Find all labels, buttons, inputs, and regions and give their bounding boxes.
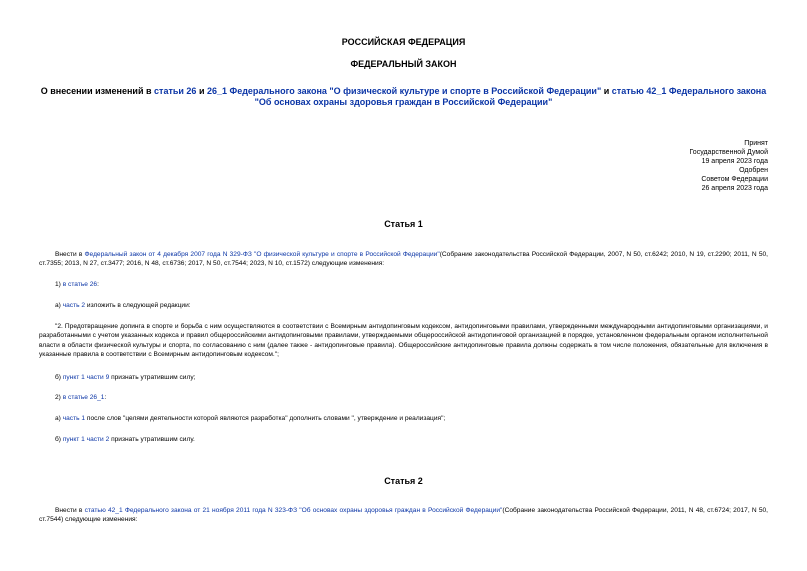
- title-link-health-law[interactable]: "Об основах охраны здоровья граждан в Российской Федерации": [254, 97, 553, 107]
- a2-intro-pre: Внести в: [55, 507, 85, 514]
- item-2a-text: после слов "целями деятельности которой являются разработка" дополнить словами ", утверждение и реализация";: [85, 415, 446, 422]
- intro-text-post: (Собрание законодательства Российской Федерации, 2007, N 50, ст.6242; 2010, N 19, ст.2290; 2011, N 50, ст.7355; 2013, N 27, ст.3477; 2016, N 48, ст.6736; 2017, N 50, ст.7544; 2023, N 10, ст.1572) следующие изменения:: [39, 251, 768, 268]
- quoted-new-wording: "2. Предотвращение допинга в спорте и борьба с ним осуществляются в соответствии с Всемирным антидопинговым кодексом, антидопинговыми правилами, утвержденными международными антидопинговыми организациями, и разработанными с учетом указанных кодекса и правил общероссийскими антидопинговыми правилами, утверждаемыми общероссийской антидопинговой организацией в порядке, установленном федеральным органом исполнительной власти в области физической культуры и спорта, по согласованию с ним (далее также - антидопинговые правила). Общероссийские антидопинговые правила должны содержать в том числе положения, обязательные для включения в указанные правила в соответствии с Всемирным антидопинговым кодексом.";: [39, 323, 768, 359]
- adopted-by-duma: Государственной Думой: [689, 149, 768, 156]
- item-2a-letter: а): [55, 415, 63, 422]
- item-1a: [55, 301, 191, 310]
- title-text-mid2: и: [601, 86, 612, 96]
- link-part-2[interactable]: часть 2: [62, 302, 86, 309]
- a2-intro-post: (Собрание законодательства Российской Федерации, 2011, N 48, ст.6724; 2017, N 50, ст.7544) следующие изменения:: [39, 507, 768, 524]
- item-1b-text: признать утратившим силу;: [109, 374, 196, 381]
- approved-by-council: Советом Федерации: [701, 176, 768, 183]
- article-1-intro: [39, 250, 768, 269]
- adoption-block: [568, 139, 768, 193]
- title-link-article-26[interactable]: статьи 26: [154, 86, 197, 96]
- item-1b-letter: б): [55, 374, 63, 381]
- item-2a: [55, 414, 445, 423]
- link-article-26[interactable]: в статье 26: [62, 281, 98, 288]
- article-2-intro: [39, 506, 768, 525]
- link-article-42-1[interactable]: статью 42_1 Федерального закона от 21 ноября 2011 года N 323-ФЗ "Об основах охраны здоровья граждан в Российской Федерации": [84, 507, 503, 514]
- item-2-number: 2): [55, 394, 63, 401]
- title-link-article-42-1[interactable]: статью 42_1 Федерального закона: [611, 86, 767, 96]
- item-1a-text: изложить в следующей редакции:: [85, 302, 191, 309]
- link-law-329[interactable]: Федеральный закон от 4 декабря 2007 года N 329-ФЗ "О физической культуре и спорте в Российской Федерации": [84, 251, 440, 258]
- item-2b: [55, 435, 195, 444]
- item-2: [55, 393, 106, 402]
- item-2b-letter: б): [55, 436, 63, 443]
- item-1b: [55, 373, 195, 382]
- title-link-article-26-1[interactable]: 26_1 Федерального закона "О физической культуре и спорте в Российской Федерации": [206, 86, 602, 96]
- law-title: [0, 86, 807, 108]
- article-2-heading: Статья 2: [384, 476, 423, 486]
- council-date: 26 апреля 2023 года: [701, 185, 768, 192]
- item-1-colon: :: [97, 281, 99, 288]
- item-2-colon: :: [104, 394, 107, 401]
- item-2b-text: признать утратившим силу.: [109, 436, 195, 443]
- link-part-1[interactable]: часть 1: [62, 415, 86, 422]
- title-text-pre: О внесении изменений в: [40, 86, 155, 96]
- country-heading: РОССИЙСКАЯ ФЕДЕРАЦИЯ: [341, 37, 466, 47]
- article-1-heading: Статья 1: [384, 219, 423, 229]
- law-type-heading: ФЕДЕРАЛЬНЫЙ ЗАКОН: [350, 59, 457, 69]
- title-text-mid1: и: [196, 86, 207, 96]
- link-article-26-1[interactable]: в статье 26_1: [62, 394, 105, 401]
- item-1-number: 1): [55, 281, 63, 288]
- link-point-1-part-9[interactable]: пункт 1 части 9: [62, 374, 110, 381]
- item-1: [55, 280, 99, 289]
- duma-date: 19 апреля 2023 года: [701, 158, 768, 165]
- item-1a-letter: а): [55, 302, 63, 309]
- approved-label: Одобрен: [739, 167, 768, 174]
- link-point-1-part-2[interactable]: пункт 1 части 2: [62, 436, 110, 443]
- adopted-label: Принят: [744, 140, 768, 147]
- intro-text-pre: Внести в: [55, 251, 85, 258]
